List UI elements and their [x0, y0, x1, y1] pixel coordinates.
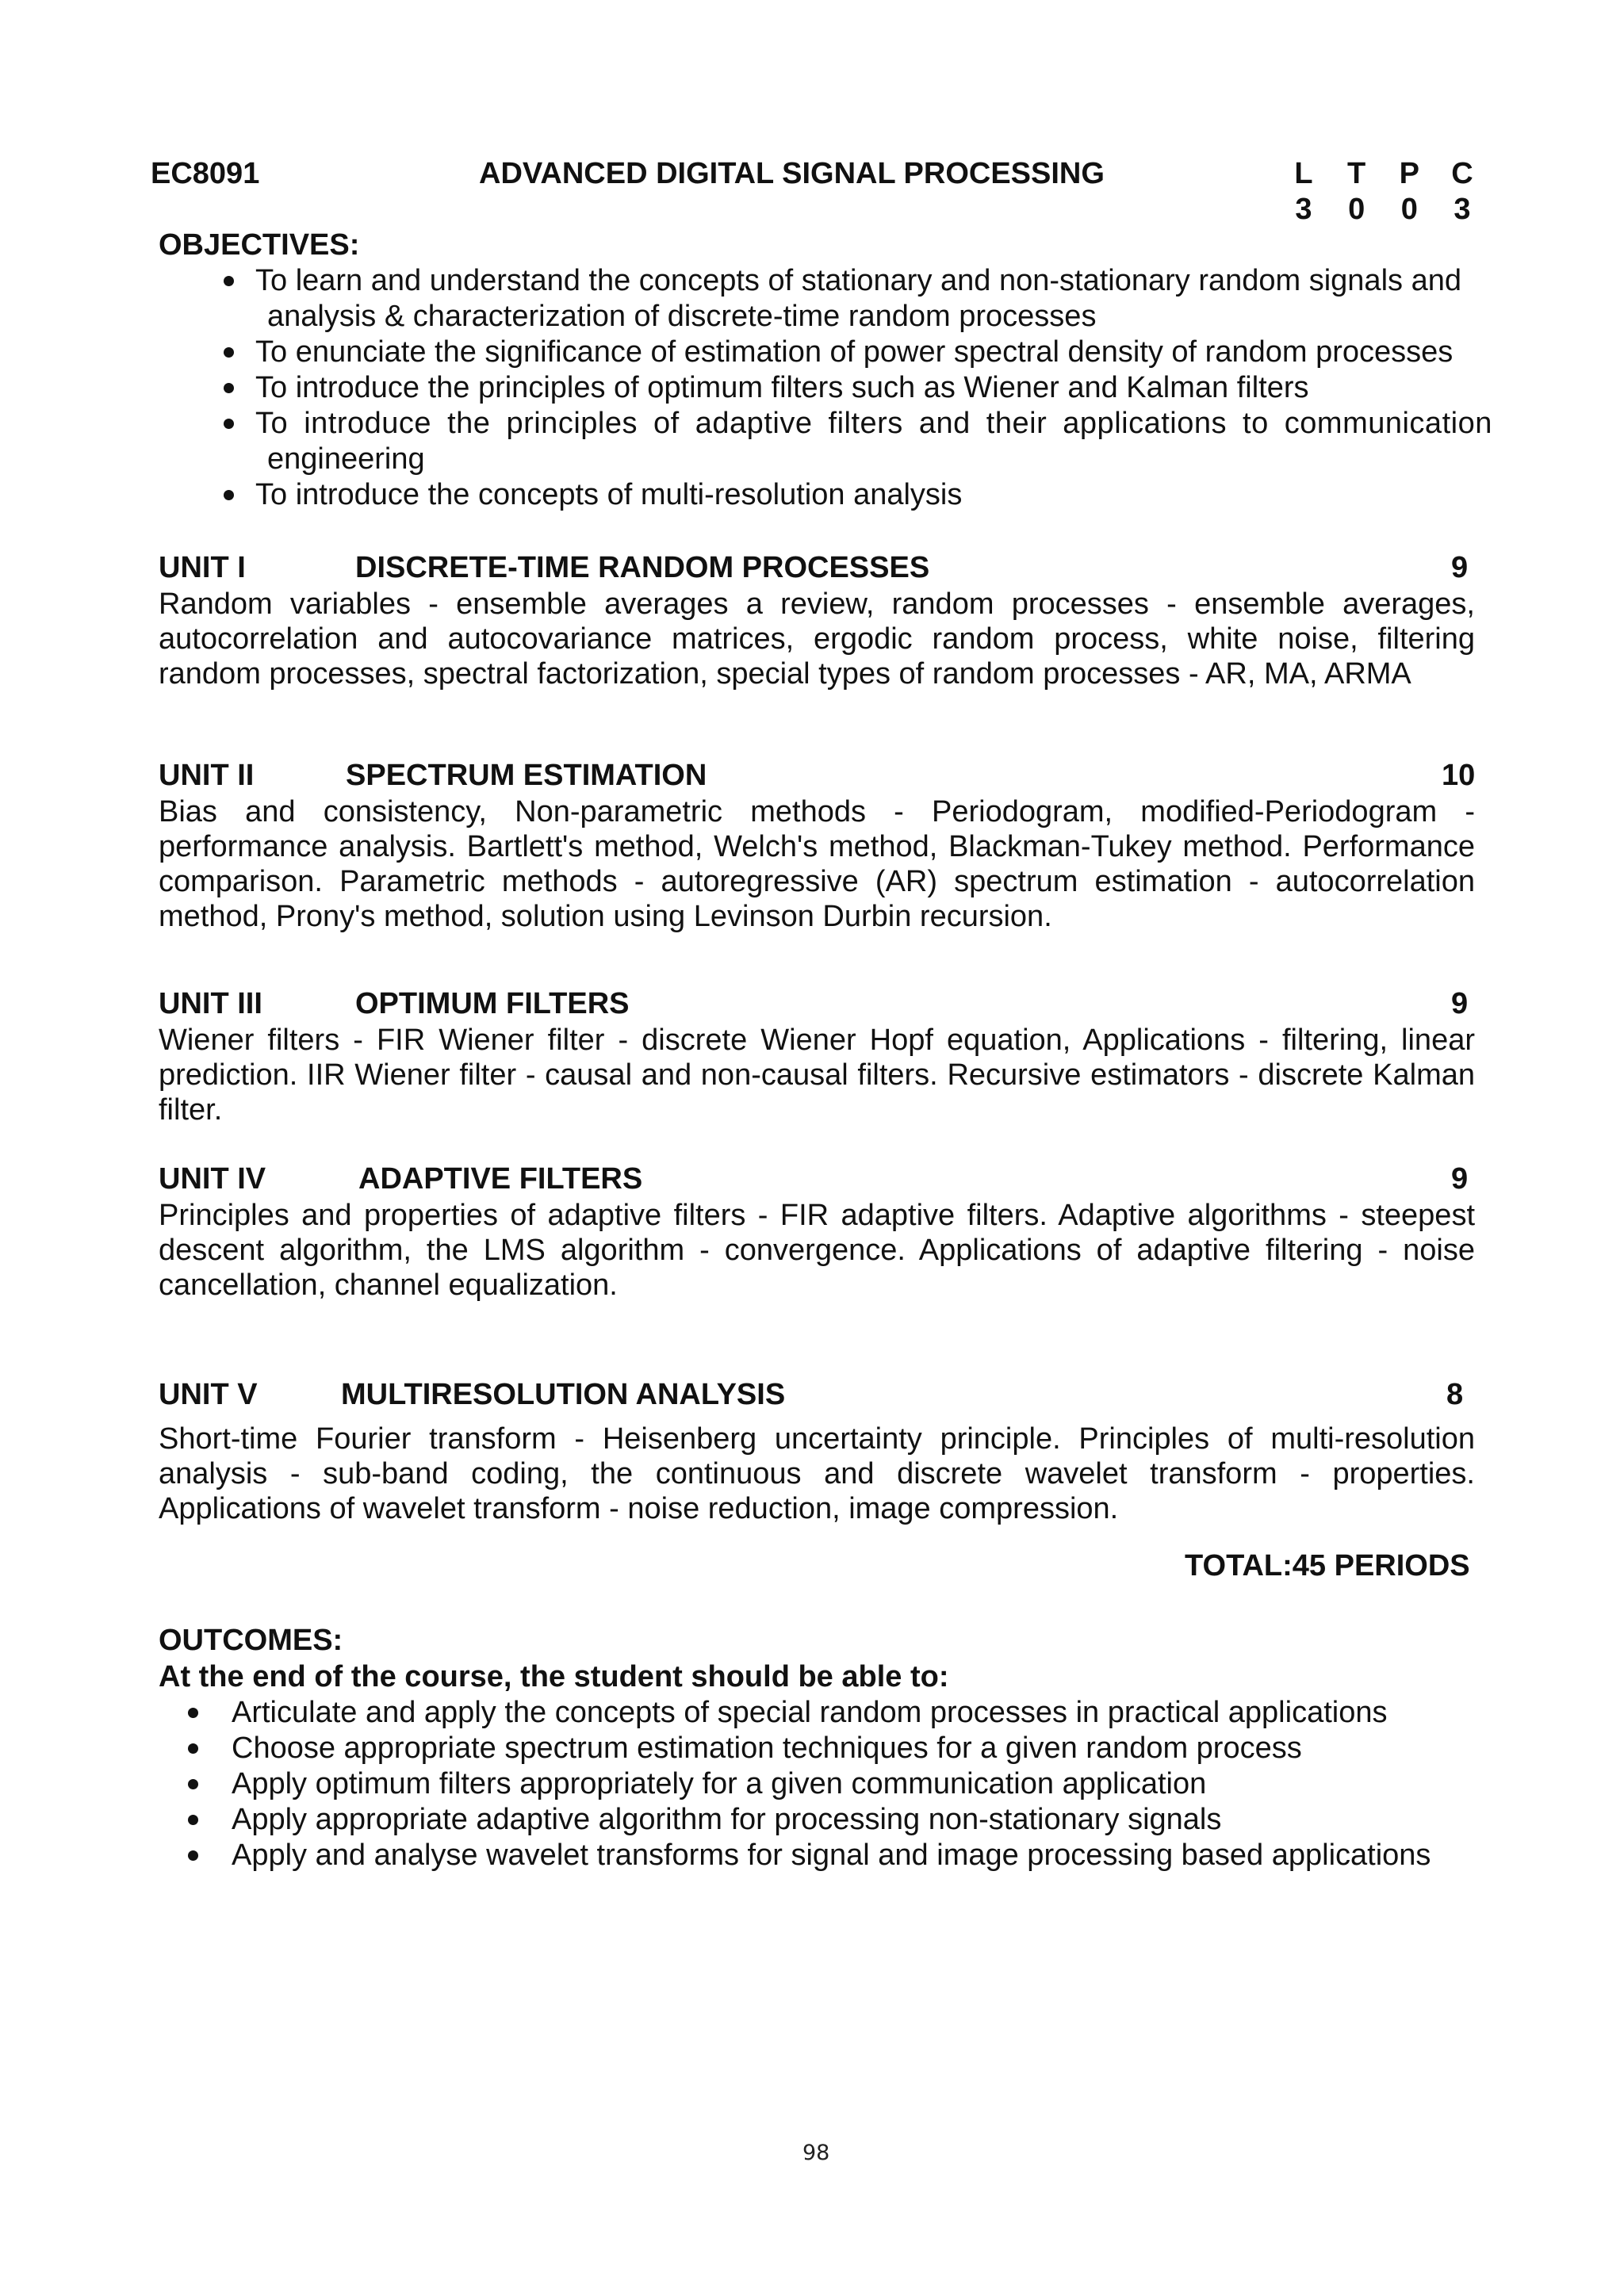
objectives-list	[216, 263, 1500, 513]
bullet-icon	[224, 490, 234, 500]
unit-name: DISCRETE-TIME RANDOM PROCESSES	[355, 551, 930, 584]
ltpc-label-p: P	[1399, 157, 1419, 190]
unit-5-content: Short-time Fourier transform - Heisenberg uncertainty principle. Principles of multi-resolution analysis - sub-band coding, the continuous and discrete wavelet transform - properties. Applications of wavelet transform - noise reduction, image compression.	[159, 1422, 1475, 1525]
unit-name: OPTIMUM FILTERS	[355, 987, 630, 1020]
ltpc-label-t: T	[1347, 157, 1366, 190]
unit-number: UNIT III	[159, 987, 262, 1020]
list-item: To learn and understand the concepts of stationary and non-stationary random signals and analysis & characterization of discrete-time random processes	[216, 263, 1500, 335]
unit-3-content: Wiener filters - FIR Wiener filter - discrete Wiener Hopf equation, Applications - filtering, linear prediction. IIR Wiener filter - causal and non-causal filters. Recursive estimators - discrete Kalman filter.	[159, 1024, 1475, 1127]
unit-number: UNIT V	[159, 1378, 258, 1411]
unit-number: UNIT II	[159, 759, 255, 792]
list-item: Choose appropriate spectrum estimation techniques for a given random process	[232, 1731, 1500, 1766]
page-number: 98	[802, 2141, 830, 2165]
bullet-icon	[224, 419, 234, 429]
list-item: To introduce the principles of adaptive filters and their applications to communication engineering	[216, 406, 1500, 477]
unit-hours: 9	[1451, 1162, 1469, 1196]
unit-number: UNIT I	[159, 551, 246, 584]
outcomes-list	[232, 1695, 1500, 1873]
ltpc-label-l: L	[1294, 157, 1313, 190]
ltpc-value-p: 0	[1400, 193, 1418, 226]
unit-hours: 8	[1446, 1378, 1464, 1411]
list-item: Apply appropriate adaptive algorithm for processing non-stationary signals	[232, 1802, 1500, 1838]
bullet-icon	[224, 383, 234, 393]
list-item: To introduce the principles of optimum filters such as Wiener and Kalman filters	[216, 370, 1500, 406]
unit-hours: 9	[1451, 987, 1469, 1020]
unit-1-content: Random variables - ensemble averages a review, random processes - ensemble averages, autocorrelation and autocovariance matrices, ergodic random process, white noise, filtering random processes, spectral factorization, special types of random processes - AR, MA, ARMA	[159, 587, 1475, 691]
unit-number: UNIT IV	[159, 1162, 266, 1196]
course-title: ADVANCED DIGITAL SIGNAL PROCESSING	[479, 157, 1105, 190]
list-item: To enunciate the significance of estimation of power spectral density of random processes	[216, 335, 1500, 370]
bullet-icon	[188, 1708, 198, 1718]
course-code: EC8091	[151, 157, 260, 190]
bullet-icon	[188, 1815, 198, 1825]
ltpc-labels	[1291, 157, 1475, 191]
outcomes-subheading: At the end of the course, the student should be able to:	[159, 1660, 949, 1693]
unit-4-content: Principles and properties of adaptive filters - FIR adaptive filters. Adaptive algorithms - steepest descent algorithm, the LMS algorithm - convergence. Applications of adaptive filtering - noise cancellation, channel equalization.	[159, 1199, 1475, 1302]
ltpc-label-c: C	[1451, 157, 1473, 190]
unit-hours: 10	[1442, 759, 1476, 792]
ltpc-value-t: 0	[1348, 193, 1365, 226]
unit-name: SPECTRUM ESTIMATION	[346, 759, 707, 792]
ltpc-value-c: 3	[1454, 193, 1471, 226]
total-periods: TOTAL:45 PERIODS	[1185, 1549, 1470, 1582]
list-item: Apply optimum filters appropriately for a given communication application	[232, 1766, 1500, 1802]
ltpc-value-l: 3	[1295, 193, 1312, 226]
bullet-icon	[188, 1850, 198, 1861]
list-item: Apply and analyse wavelet transforms for signal and image processing based applications	[232, 1838, 1500, 1873]
bullet-icon	[224, 276, 234, 286]
bullet-icon	[188, 1743, 198, 1754]
bullet-icon	[188, 1779, 198, 1789]
ltpc-values	[1291, 193, 1475, 227]
unit-2-content: Bias and consistency, Non-parametric methods - Periodogram, modified-Periodogram - performance analysis. Bartlett's method, Welch's method, Blackman-Tukey method. Performance comparison. Parametric methods - autoregressive (AR) spectrum estimation - autocorrelation method, Prony's method, solution using Levinson Durbin recursion.	[159, 795, 1475, 933]
list-item: Articulate and apply the concepts of special random processes in practical applications	[232, 1695, 1500, 1731]
objectives-heading: OBJECTIVES:	[159, 228, 360, 262]
unit-name: MULTIRESOLUTION ANALYSIS	[341, 1378, 786, 1411]
list-item: To introduce the concepts of multi-resolution analysis	[216, 477, 1500, 513]
unit-hours: 9	[1451, 551, 1469, 584]
bullet-icon	[224, 347, 234, 358]
outcomes-heading: OUTCOMES:	[159, 1624, 343, 1657]
unit-name: ADAPTIVE FILTERS	[358, 1162, 643, 1196]
